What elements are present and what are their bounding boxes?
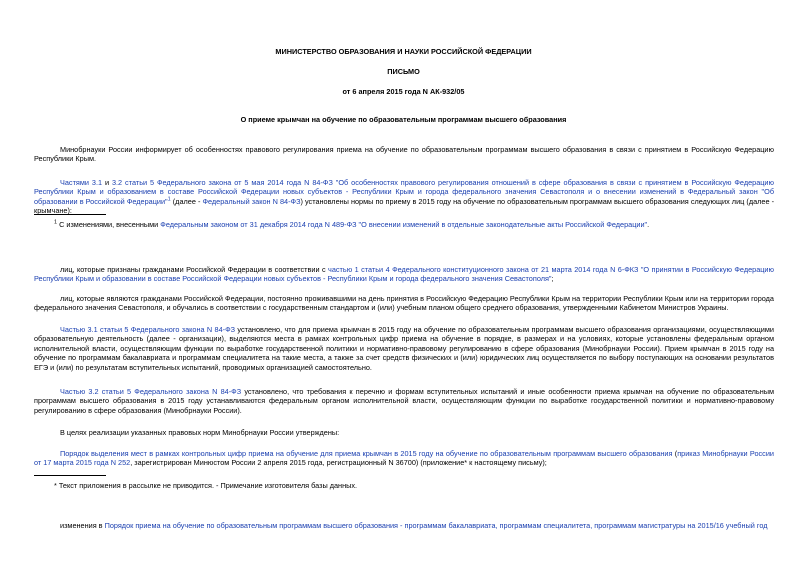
procedure-link-places-allocation[interactable]: Порядок выделения мест в рамках контрольных цифр приема на обучение для приема крымчан в 2015 году на обучение по образовательным программам высшего образования: [60, 449, 673, 458]
footnote-2-text: * Текст приложения в рассылке не приводится. - Примечание изготовителя базы данных.: [54, 481, 358, 490]
paragraph-part-3-1: [34, 325, 774, 372]
footnote-ref-1[interactable]: 1: [167, 196, 171, 203]
procedure-link-admission[interactable]: Порядок приема на обучение по образовательным программам высшего образования - программам бакалавриата, программам специалитета, программам магистратуры на 2015/16 учебный год: [104, 521, 768, 530]
text-fragment: ;: [551, 274, 554, 284]
ministry-heading: МИНИСТЕРСТВО ОБРАЗОВАНИЯ И НАУКИ РОССИЙСКОЙ ФЕДЕРАЦИИ: [275, 47, 532, 56]
paragraph-citizens-resident: [34, 294, 774, 313]
law-link-489-fz[interactable]: Федеральным законом от 31 декабря 2014 года N 489-ФЗ "О внесении изменений в отдельные законодательные акты Российской Федерации": [160, 220, 648, 229]
paragraph-order-252: [34, 449, 774, 468]
text-fragment: установлено, что для приема крымчан в 2015 году на обучение по образовательным программам высшего образования организациями, осуществляющими образовательную деятельность (далее - организации), выделяются места в рамках контрольных цифр приема на обучение в порядке, в размерах и на условиях, которые установлены федеральным органом исполнительной власти, осуществляющим функции по выработке государственной политики и нормативно-правовому регулированию в сфере образования (Минобрнауки России). Прием крымчан в 2015 году на обучение по программам бакалавриата и программам специалитета на такие места, а также за счет средств физических и (или) юридических лиц осуществляется по выбору поступающих на основании результатов ЕГЭ и (или) по результатам вступительных испытаний, проводимых организацией самостоятельно.: [34, 325, 774, 372]
paragraph-citizens-resident-text: лиц, которые являются гражданами Российской Федерации, постоянно проживавшими на день принятия в Российскую Федерацию Республики Крым на территории Республики Крым или на территории города федерального значения Севастополя, и обучались в соответствии с государственным стандартом и (или) учебным планом общего среднего образования, утвержденными Кабинетом Министров Украины.: [34, 294, 774, 313]
text-fragment: С изменениями, внесенными: [57, 220, 161, 229]
text-fragment: и: [102, 178, 112, 187]
footnote-1-mark: 1: [54, 219, 58, 226]
law-link-84-fz-full[interactable]: 3.2 статьи 5 Федерального закона от 5 мая 2014 года N 84-ФЗ "Об особенностях правового регулирования отношений в сфере образования в связи с принятием в Российскую Федерацию Республики Крым и образованием в составе Российской Федерации новых субъектов - Республики Крым и города федерального значения Севастополя и о внесении изменений в Федеральный закон "Об образовании в Российской Федерации": [34, 178, 774, 206]
paragraph-intro: [34, 145, 774, 164]
text-fragment: установлено, что требования к перечню и формам вступительных испытаний и иные особенности приема крымчан на обучение по образовательным программам высшего образования в 2015 году устанавливаются федеральным органом исполнительной власти, осуществляющим функции по выработке государственной политики и нормативно-правовому регулированию в сфере образования (Минобрнауки России).: [34, 387, 774, 415]
text-fragment: изменения в: [60, 521, 105, 530]
law-link-part-3-1-84-fz[interactable]: Частью 3.1 статьи 5 Федерального закона N 84-ФЗ: [60, 325, 236, 334]
document-title: О приеме крымчан на обучение по образовательным программам высшего образования: [240, 115, 567, 124]
text-fragment: (: [672, 449, 678, 458]
law-link-part-3-1[interactable]: Частями 3.1: [60, 178, 103, 187]
paragraph-part-3-2: [34, 387, 774, 415]
text-fragment: лиц, которые признаны гражданами Российской Федерации в соответствии с: [60, 265, 329, 274]
footnote-separator: [34, 214, 106, 215]
text-fragment: , зарегистрирован Минюстом России 2 апреля 2015 года, регистрационный N 36700) (приложение* к настоящему письму);: [130, 458, 547, 468]
text-fragment: .: [647, 220, 650, 229]
law-link-part-3-2-84-fz[interactable]: Частью 3.2 статьи 5 Федерального закона N 84-ФЗ: [60, 387, 242, 396]
order-link-252[interactable]: приказ Минобрнауки России от 17 марта 2015 года N 252: [34, 449, 774, 468]
document-date-number: от 6 апреля 2015 года N АК-932/05: [342, 87, 465, 96]
law-link-84-fz-short[interactable]: Федеральный закон N 84-ФЗ: [202, 196, 301, 206]
document-type: ПИСЬМО: [387, 67, 420, 76]
footnote-1: [54, 220, 774, 229]
paragraph-approved-text: В целях реализации указанных правовых норм Минобрнауки России утверждены:: [60, 428, 340, 437]
paragraph-changes: [34, 521, 774, 530]
paragraph-citizens-recognized: [34, 265, 774, 284]
law-link-6-fkz[interactable]: частью 1 статьи 4 Федерального конституционного закона от 21 марта 2014 года N 6-ФКЗ "О принятии в Российскую Федерацию Республики Крым и образовании в составе Российской Федерации новых субъектов - Республики Крым и города федерального значения Севастополя": [34, 265, 774, 284]
footnote-2: [54, 481, 774, 490]
paragraph-law-reference: [34, 178, 774, 216]
paragraph-approved: [34, 428, 774, 437]
paragraph-intro-text: Минобрнауки России информирует об особенностях правового регулирования приема на обучение по образовательным программам высшего образования в связи с принятием в Российскую Федерацию Республики Крым.: [34, 145, 774, 164]
text-fragment: ) установлены нормы по приему в 2015 году на обучение по образовательным программам высшего образования следующих лиц (далее - крымчане):: [34, 196, 775, 216]
footnote-separator-2: [34, 475, 106, 476]
text-fragment: (далее -: [170, 196, 203, 206]
